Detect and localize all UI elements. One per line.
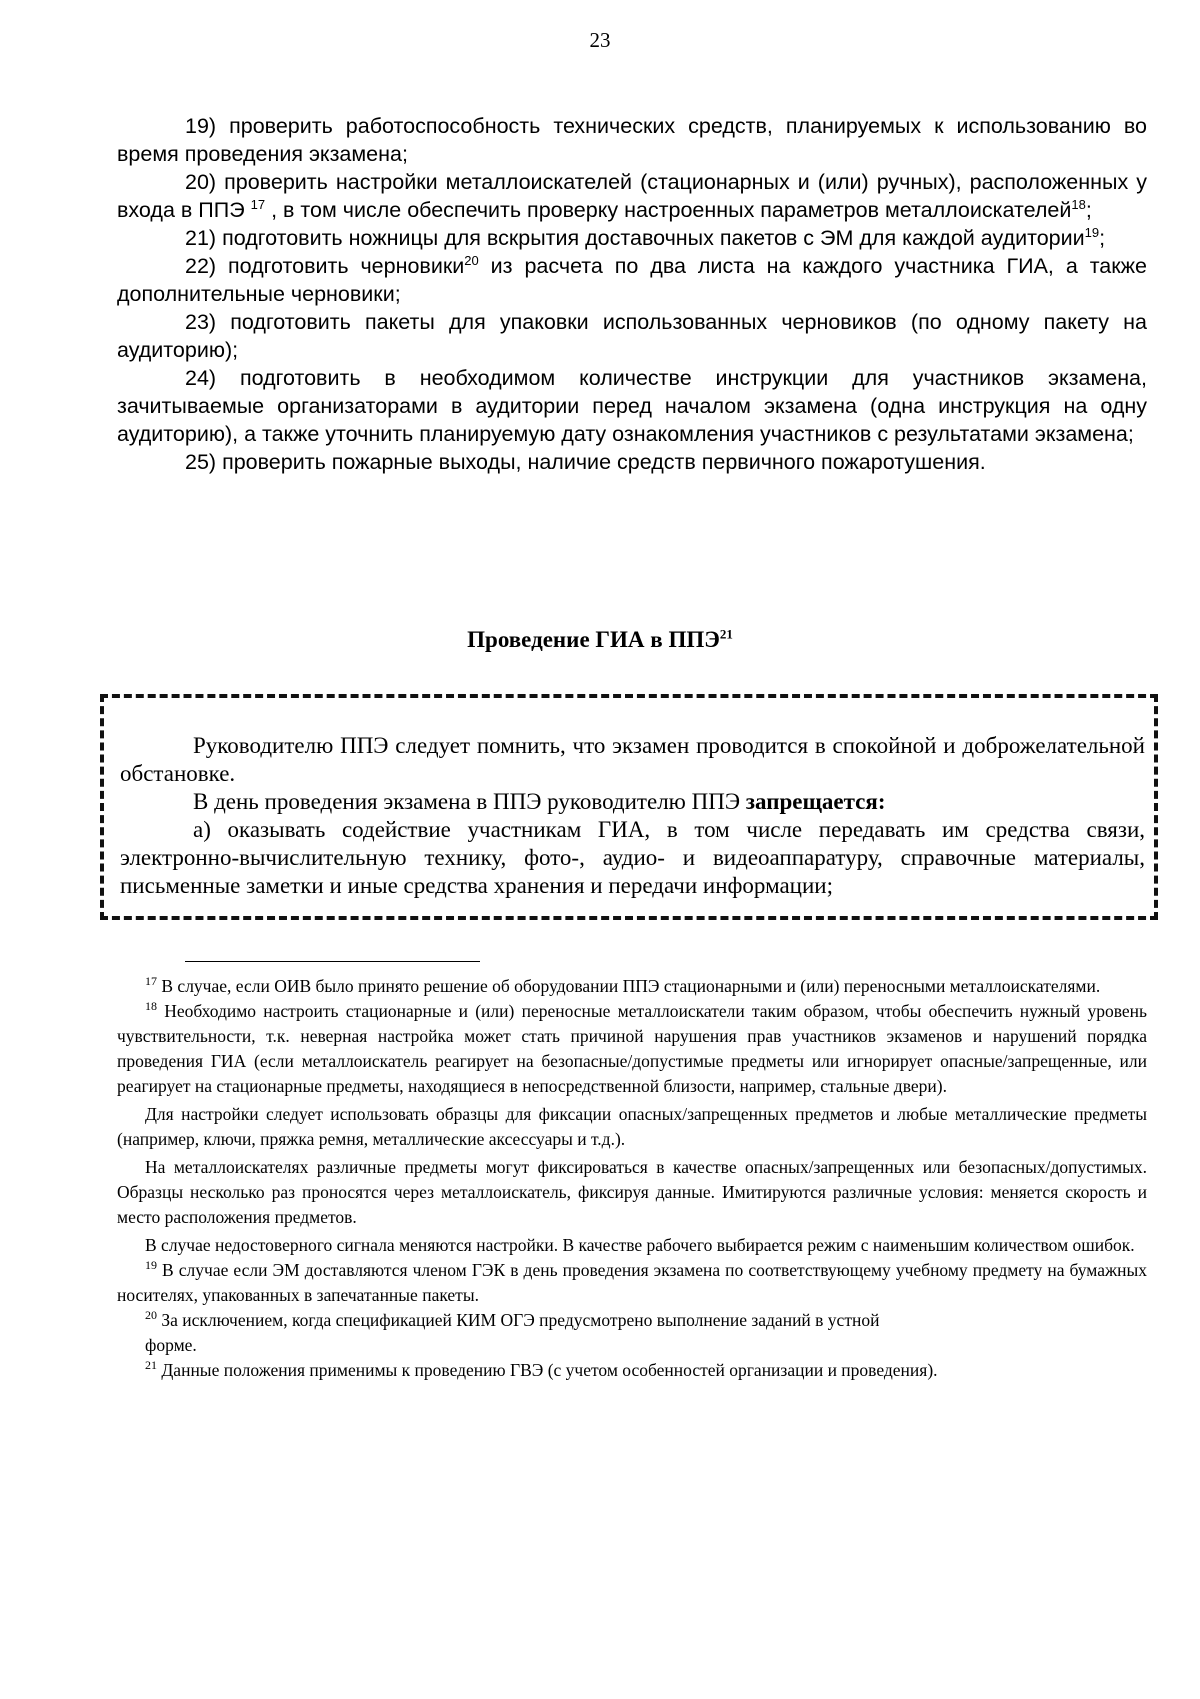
item-number: 21) <box>185 226 217 250</box>
section-heading <box>0 627 1200 653</box>
footnote-ref-21[interactable]: 21 <box>719 626 733 642</box>
item-number: 22) <box>185 254 217 278</box>
notice-box <box>100 694 1158 920</box>
footnote-ref-17[interactable]: 17 <box>250 196 266 212</box>
item-text: ; <box>1099 226 1106 250</box>
footnote-ref-18[interactable]: 18 <box>1071 196 1086 212</box>
footnote-number: 21 <box>145 1358 157 1373</box>
footnote-number: 19 <box>145 1258 157 1273</box>
footnote <box>117 1358 1147 1383</box>
item-text: подготовить пакеты для упаковки использованных черновиков (по одному пакету на аудиторию); <box>117 310 1147 362</box>
footnote <box>117 999 1147 1099</box>
item-text: ; <box>1085 198 1092 222</box>
notice-emphasis: запрещается: <box>745 789 886 814</box>
item-text: из расчета по два листа на каждого участника ГИА, а также дополнительные черновики; <box>117 254 1147 306</box>
list-item <box>117 448 1147 476</box>
list-item <box>117 224 1147 252</box>
item-text: проверить настройки металлоискателей (стационарных и (или) ручных), расположенных у входа в ППЭ <box>117 170 1147 222</box>
notice-text-span: В день проведения экзамена в ППЭ руководителю ППЭ <box>193 789 746 814</box>
footnote-continuation: форме. <box>145 1335 197 1355</box>
footnote-ref-20[interactable]: 20 <box>464 252 479 268</box>
item-number: 23) <box>185 310 217 334</box>
list-item <box>117 308 1147 364</box>
footnote-text: За исключением, когда спецификацией КИМ ОГЭ предусмотрено выполнение заданий в устной <box>157 1310 880 1330</box>
footnote-ref-19[interactable]: 19 <box>1084 224 1100 240</box>
checklist-items <box>117 112 1147 476</box>
footnote-separator <box>185 961 480 962</box>
footnote-paragraph: Для настройки следует использовать образцы для фиксации опасных/запрещенных предметов и любые металлические предметы (например, ключи, пряжка ремня, металлические аксессуары и т.д.). <box>117 1104 1147 1149</box>
list-item <box>117 364 1147 448</box>
item-number: 19) <box>185 114 217 138</box>
list-item <box>117 168 1147 224</box>
item-text: проверить пожарные выходы, наличие средств первичного пожаротушения. <box>222 450 986 474</box>
list-item <box>117 252 1147 308</box>
notice-text <box>120 732 1145 900</box>
footnotes <box>117 974 1147 1383</box>
footnote-text: Данные положения применимы к проведению ГВЭ (с учетом особенностей организации и проведения). <box>157 1360 938 1380</box>
section-title: Проведение ГИА в ППЭ <box>467 627 720 652</box>
footnote-paragraph: На металлоискателях различные предметы могут фиксироваться в качестве опасных/запрещенных или безопасных/допустимых. Образцы несколько раз проносятся через металлоискатель, фиксируя данные. Имитируются различные условия: меняется скорость и место расположения предметов. <box>117 1157 1147 1227</box>
footnote-number: 17 <box>145 974 157 989</box>
item-text: проверить работоспособность технических средств, планируемых к использованию во время проведения экзамена; <box>117 114 1147 166</box>
footnote <box>117 974 1147 999</box>
item-text: подготовить в необходимом количестве инструкции для участников экзамена, зачитываемые организаторами в аудитории перед началом экзамена (одна инструкция на одну аудиторию), а также уточнить планируемую дату ознакомления участников с результатами экзамена; <box>117 366 1147 446</box>
item-text: , в том числе обеспечить проверку настроенных параметров металлоискателей <box>271 198 1072 222</box>
notice-paragraph <box>120 788 1145 816</box>
page-number: 23 <box>589 28 611 52</box>
footnote <box>117 1258 1147 1308</box>
footnote-text: В случае если ЭМ доставляются членом ГЭК в день проведения экзамена по соответствующему учебному предмету на бумажных носителях, упакованных в запечатанные пакеты. <box>117 1260 1147 1305</box>
footnote-text: В случае, если ОИВ было принято решение об оборудовании ППЭ стационарными и (или) переносными металлоискателями. <box>157 976 1101 996</box>
notice-paragraph: Руководителю ППЭ следует помнить, что экзамен проводится в спокойной и доброжелательной обстановке. <box>120 733 1145 786</box>
footnote-number: 18 <box>145 999 157 1014</box>
item-number: 24) <box>185 366 217 390</box>
footnote-paragraph: В случае недостоверного сигнала меняются настройки. В качестве рабочего выбирается режим с наименьшим количеством ошибок. <box>145 1235 1135 1255</box>
item-number: 20) <box>185 170 217 194</box>
item-text: подготовить черновики <box>228 254 465 278</box>
item-number: 25) <box>185 450 217 474</box>
list-item <box>117 112 1147 168</box>
notice-paragraph: а) оказывать содействие участникам ГИА, в том числе передавать им средства связи, электронно-вычислительную технику, фото-, аудио- и видеоаппаратуру, справочные материалы, письменные заметки и иные средства хранения и передачи информации; <box>120 817 1145 898</box>
footnote-number: 20 <box>145 1308 157 1323</box>
footnote-text: Необходимо настроить стационарные и (или) переносные металлоискатели таким образом, чтобы обеспечить нужный уровень чувствительности, т.к. неверная настройка может стать причиной нарушения прав участников экзаменов и нарушений порядка проведения ГИА (если металлоискатель реагирует на безопасные/допустимые предметы или игнорирует опасные/запрещенные, или реагирует на стационарные предметы, находящиеся в непосредственной близости, например, стальные двери). <box>117 1001 1147 1096</box>
item-text: подготовить ножницы для вскрытия доставочных пакетов с ЭМ для каждой аудитории <box>222 226 1085 250</box>
footnote <box>117 1308 1147 1333</box>
